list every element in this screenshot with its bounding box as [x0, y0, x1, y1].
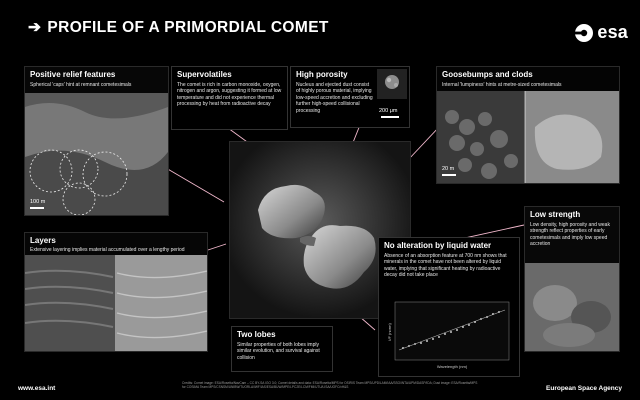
no-alteration-panel — [378, 237, 520, 377]
layers-title: Layers — [30, 236, 56, 245]
supervolatiles-panel — [171, 66, 288, 130]
no-alteration-text: Absence of an absorption feature at 700 nm shows that minerals in the comet have not been altered by liquid water, implying that significant heating by radioactive decay did not take place — [384, 253, 507, 279]
scale-bar — [381, 116, 399, 118]
image-credits: Credits: Comet image: ESA/Rosetta/NavCam – CC BY-SA IGO 3.0; Comet details and data: ESA/Rosetta/MPS for OSIRIS Team MPS/UPD/LAM/IAA/SSO/INTA/UPM/DASP/IDA; Dust image: ESA/Rosetta/MPS for COSIMA Team MPS/CSNSM/UNIBW/TUORLA/IWF/IAS/ESA/BUW/MPE/LPC2E/LCM/FMI/UTU/LISA/UOFC/vH&S — [182, 381, 478, 390]
goosebumps-text: Internal 'lumpiness' hints at metre-sized cometesimals — [442, 82, 562, 88]
layers-panel — [24, 232, 208, 352]
spectrum-ylabel: I/F (norm) — [387, 323, 392, 341]
supervolatiles-title: Supervolatiles — [177, 70, 232, 79]
no-alteration-title: No alteration by liquid water — [384, 241, 492, 250]
footer-agency: European Space Agency — [546, 385, 622, 392]
high-porosity-panel — [290, 66, 410, 128]
high-porosity-scale: 200 μm — [379, 108, 398, 114]
spectrum-xlabel: Wavelength (nm) — [436, 364, 468, 369]
high-porosity-text: Nucleus and ejected dust consist of highly porous material, implying low-speed accretion and excluding further high-speed collisional processing — [296, 82, 373, 114]
positive-relief-scale: 100 m — [30, 199, 46, 205]
two-lobes-panel — [231, 326, 333, 372]
low-strength-title: Low strength — [530, 210, 581, 219]
connector-layers — [208, 244, 226, 250]
high-porosity-title: High porosity — [296, 70, 348, 79]
positive-relief-panel — [24, 66, 169, 216]
spectrum-plot — [385, 300, 513, 372]
goosebumps-scale: 20 m — [442, 166, 455, 172]
supervolatiles-text: The comet is rich in carbon monoxide, oxygen, nitrogen and argon, suggesting it formed at low temperature and did not experience thermal processing by heat from radioactive decay — [177, 82, 282, 108]
two-lobes-title: Two lobes — [237, 330, 276, 339]
footer-url[interactable]: www.esa.int — [18, 385, 56, 392]
page-title-text: PROFILE OF A PRIMORDIAL COMET — [47, 19, 329, 36]
low-strength-text: Low density, high porosity and weak strength reflect properties of early cometesimals and imply low speed accretion — [530, 222, 610, 248]
positive-relief-title: Positive relief features — [30, 70, 116, 79]
arrow-icon: ➔ — [28, 19, 42, 36]
positive-relief-text: Spherical 'caps' hint at remnant cometesimals — [30, 82, 132, 88]
scale-bar — [30, 207, 44, 209]
goosebumps-panel — [436, 66, 620, 184]
layers-text: Extensive layering implies material accumulated over a lengthy period — [30, 247, 185, 253]
two-lobes-text: Similar properties of both lobes imply similar evolution, and survival against collision — [237, 342, 320, 361]
scale-bar — [442, 174, 456, 176]
dust-particle-image — [377, 69, 407, 99]
esa-logo-text: esa — [597, 22, 628, 42]
low-strength-panel — [524, 206, 620, 352]
connector-relief — [166, 168, 224, 202]
goosebumps-title: Goosebumps and clods — [442, 70, 533, 79]
